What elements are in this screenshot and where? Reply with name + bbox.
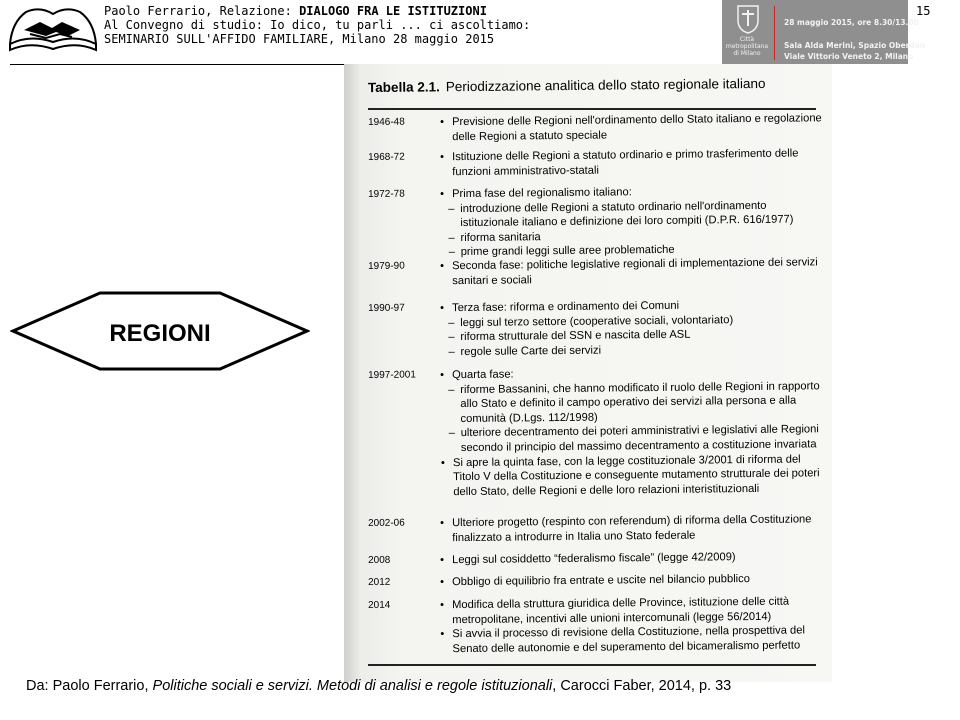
caption-prefix: Da: Paolo Ferrario, [26,678,153,694]
table-row [368,549,824,567]
row-bullet-item: • Prima fase del regionalismo italiano: [440,183,824,202]
row-period: 1946-48 [368,116,405,128]
row-period: 2014 [368,599,391,611]
scanned-table-page [344,64,832,682]
slide-header [104,4,530,46]
caption-suffix: , Carocci Faber, 2014, p. 33 [552,678,732,694]
header-divider [10,64,344,65]
table-row [368,183,824,259]
handshake-book-logo [6,4,100,56]
caption-book-title: Politiche sociali e servizi. Metodi di analisi e regole istituzionali [152,678,553,694]
row-sub-item: – regole sulle Carte dei servizi [440,341,824,360]
row-period: 2002-06 [368,517,405,529]
table-row [368,111,824,143]
row-bullet-item: • Si apre la quinta fase, con la legge costituzionale 3/2001 di riforma del Titolo V della Costituzione e conseguente mutamento strutturale dei poteri dello Stato, delle Regioni e delle loro relazioni interistituzionali [441,452,825,500]
row-content [440,549,824,568]
row-bullet-item: • Previsione delle Regioni nell'ordinamento dello Stato italiano e regolazione delle Regioni a statuto speciale [440,111,824,144]
header-line-2: Al Convegno di studio: Io dico, tu parli ... ci ascoltiamo: [104,18,531,32]
row-bullet-item: • Seconda fase: politiche legislative regionali di implementazione dei servizi sanitari e sociali [440,255,824,288]
table-row [368,146,824,178]
row-period: 1997-2001 [368,369,416,381]
row-bullet-item: • Si avvia il processo di revisione della Costituzione, nella prospettiva del Senato delle autonomie e del superamento del bicameralismo perfetto [440,623,824,656]
row-content [440,111,824,144]
table-row [368,594,824,655]
row-period: 1972-78 [368,188,405,200]
table-row [368,512,824,544]
row-content [440,297,825,359]
row-sub-item: – riforme Bassanini, che hanno modificato il ruolo delle Regioni in rapporto allo Stato e definito il campo operativo dei servizi alla persona e alla comunità (D.Lgs. 112/1998) [440,379,824,427]
table-title [368,76,766,95]
table-label: Tabella 2.1. [367,79,440,96]
row-period: 1968-72 [368,151,405,163]
row-content [440,364,825,499]
event-venue-line-2: Viale Vittorio Veneto 2, Milano [784,52,914,61]
page-gutter-shadow [344,64,362,682]
table-row [368,364,824,498]
header-talk-title: DIALOGO FRA LE ISTITUZIONI [299,4,487,18]
row-period: 2008 [368,554,391,566]
header-line-3: SEMINARIO SULL'AFFIDO FAMILIARE, Milano 28 maggio 2015 [104,32,495,46]
source-caption [26,678,936,694]
row-bullet-item: • Terza fase: riforma e ordinamento dei Comuni [440,297,824,316]
row-content [440,255,824,288]
row-period: 1979-90 [368,260,405,272]
row-sub-item: – riforma sanitaria [440,227,824,246]
row-content [440,571,824,590]
row-bullet-item: • Obbligo di equilibrio fra entrate e uscite nel bilancio pubblico [440,571,824,590]
row-content [440,146,824,179]
table-bottom-rule [368,664,816,666]
row-content [440,512,824,545]
table-row [368,297,824,358]
row-sub-item: – introduzione delle Regioni a statuto ordinario nell'ordinamento istituzionale italiano e definizione dei loro compiti (D.P.R. 616/1977) [440,198,824,231]
regioni-diamond [10,290,310,372]
event-venue-line-1: Sala Alda Merini, Spazio Oberdan [784,41,926,50]
table-title-text: Periodizzazione analitica dello stato regionale italiano [445,75,766,95]
row-sub-item: – prime grandi leggi sulle aree problematiche [441,242,825,261]
header-author: Paolo Ferrario, Relazione: [104,4,300,18]
row-content [440,594,825,656]
row-sub-item: – ulteriore decentramento dei poteri amministrativi e legislativi alle Regioni secondo il principio del massimo decentramento a costituzione invariata [441,423,825,456]
city-crest-icon [730,4,766,34]
event-banner [722,0,926,64]
row-bullet-item: • Modifica della struttura giuridica delle Province, istituzione delle città metropolitane, incentivi alle unioni intercomunali (legge 56/2014) [440,594,824,627]
row-period: 2012 [368,576,391,588]
page-number: 15 [916,4,931,18]
diamond-label: REGIONI [109,320,211,347]
event-date: 28 maggio 2015, ore 8.30/13.00 [784,18,919,27]
row-bullet-item: • Ulteriore progetto (respinto con referendum) di riforma della Costituzione finalizzato a introdurre in Italia uno Stato federale [440,512,824,545]
header-line-1 [104,4,530,18]
row-content [440,183,825,260]
row-sub-item: – riforma strutturale del SSN e nascita delle ASL [440,326,824,345]
banner-divider [774,6,775,60]
event-organization: Città metropolitana di Milano [725,36,769,57]
table-row [368,571,824,589]
row-period: 1990-97 [368,302,405,314]
row-bullet-item: • Istituzione delle Regioni a statuto ordinario e primo trasferimento delle funzioni amministrativo-statali [440,146,824,179]
row-sub-item: – leggi sul terzo settore (cooperative sociali, volontariato) [440,312,824,331]
table-top-rule [368,108,816,110]
row-bullet-item: • Leggi sul cosiddetto “federalismo fiscale” (legge 42/2009) [440,549,824,568]
row-bullet-item: • Quarta fase: [440,364,824,383]
